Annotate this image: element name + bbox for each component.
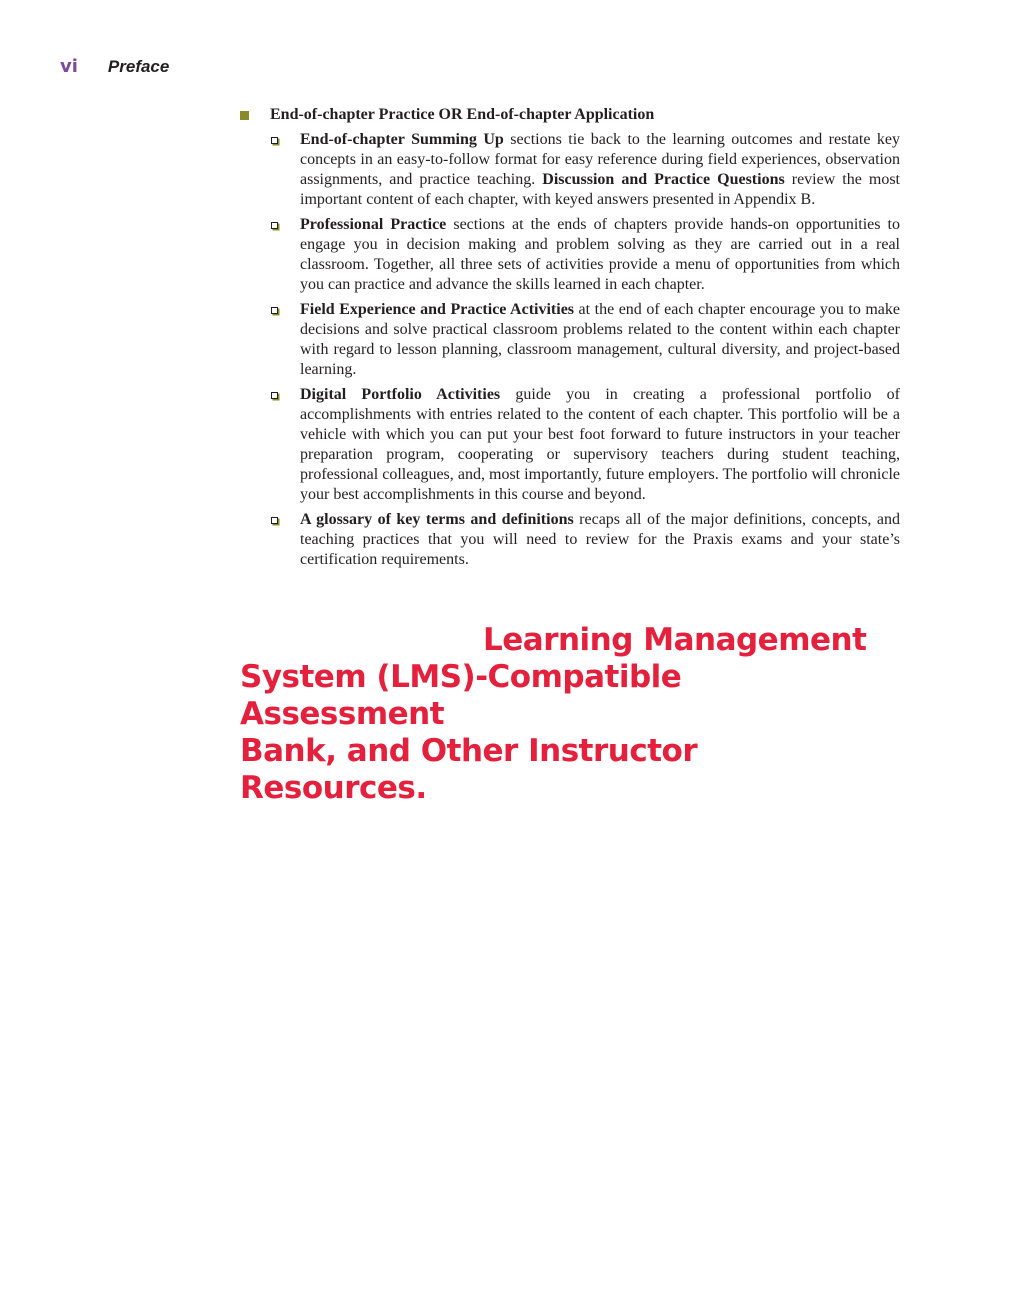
item-term-secondary: Discussion and Practice Questions <box>542 171 785 188</box>
item-term: End-of-chapter Summing Up <box>300 131 504 148</box>
sub-list <box>240 130 900 570</box>
section-heading <box>240 622 880 807</box>
box-bullet-icon <box>271 222 278 229</box>
item-text: recaps all of the major definitions, concepts, and teaching practices that you will need to review for the Praxis exams and your state’s certification requirements. <box>300 511 900 568</box>
item-term: Digital Portfolio Activities <box>300 386 501 403</box>
list-item <box>240 130 900 210</box>
main-item-label: End-of-chapter Practice OR End-of-chapter Application <box>270 106 655 123</box>
item-text: sections tie back to the learning outcomes and restate key concepts in an easy-to-follow format for easy reference during field experiences, observation assignments, and practice teaching. <box>300 131 900 188</box>
item-text: at the end of each chapter encourage you to make decisions and solve practical classroom problems related to the content within each chapter with regard to lesson planning, classroom management, cultural diversity, and project-based learning. <box>300 301 900 378</box>
list-item <box>240 215 900 295</box>
list-item <box>240 300 900 380</box>
item-text: sections at the ends of chapters provide hands-on opportunities to engage you in decision making and problem solving as they are carried out in a real classroom. Together, all three sets of activities provide a menu of opportunities from which you can practice and advance the skills learned in each chapter. <box>300 216 900 293</box>
item-term: Field Experience and Practice Activities <box>300 301 575 318</box>
box-bullet-icon <box>271 137 278 144</box>
page-number: vi <box>60 56 78 77</box>
heading-line-2: System (LMS)-Compatible Assessment <box>240 659 682 732</box>
box-bullet-icon <box>271 392 278 399</box>
running-head <box>60 56 169 80</box>
item-text: guide you in creating a professional portfolio of accomplishments with entries related to the content of each chapter. This portfolio will be a vehicle with which you can put your best foot forward to future instructors in your teacher preparation program, cooperating or supervisory teachers during student teaching, professional colleagues, and, most importantly, future employers. The portfolio will chronicle your best accomplishments in this course and beyond. <box>300 386 901 503</box>
preface-content <box>240 105 900 575</box>
item-text-secondary: review the most important content of each chapter, with keyed answers presented in Appendix B. <box>300 171 900 208</box>
item-term: Professional Practice <box>300 216 447 233</box>
section-title: Preface <box>107 57 170 76</box>
list-item <box>240 510 900 570</box>
item-term: A glossary of key terms and definitions <box>300 511 574 528</box>
main-list-item <box>240 105 900 125</box>
box-bullet-icon <box>271 307 278 314</box>
heading-line-3: Bank, and Other Instructor Resources. <box>240 733 698 806</box>
box-bullet-icon <box>271 517 278 524</box>
heading-line-1: Learning Management <box>483 622 867 658</box>
square-bullet-icon <box>240 111 249 120</box>
list-item <box>240 385 900 505</box>
